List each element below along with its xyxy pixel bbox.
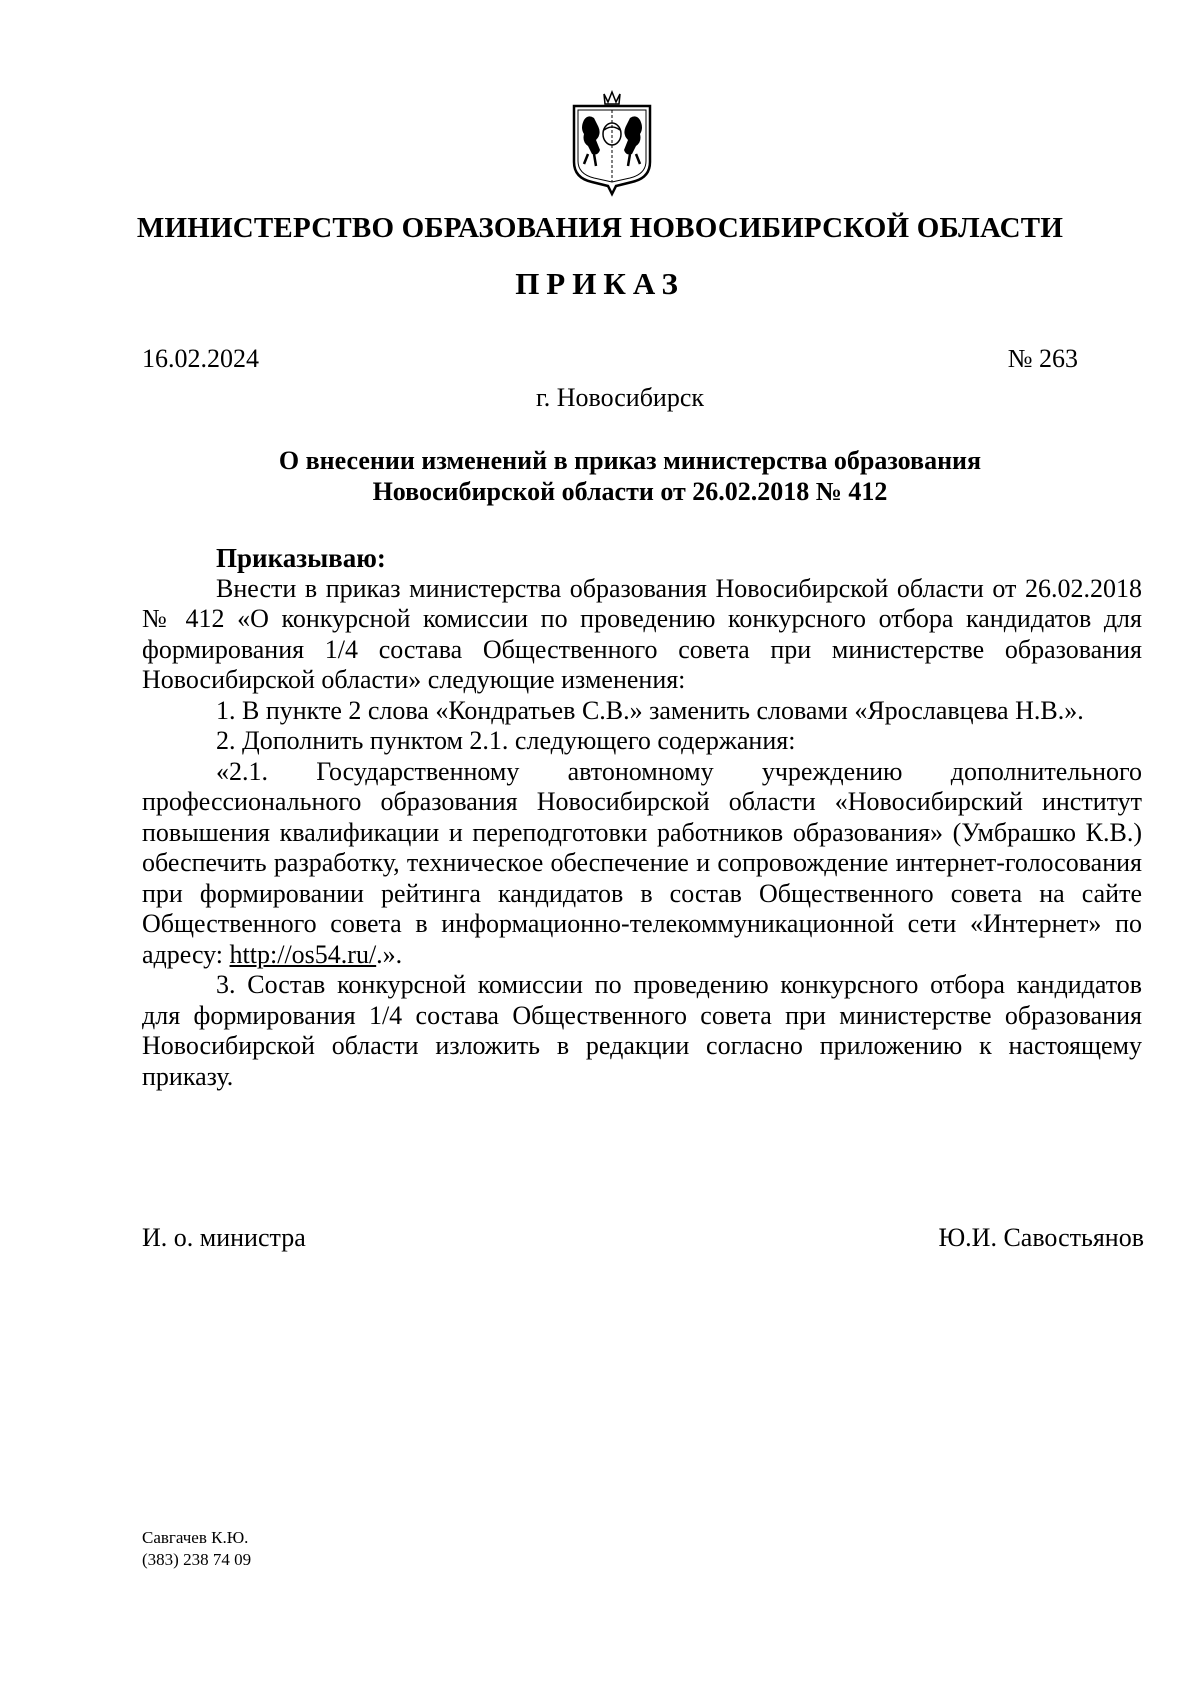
item-2-tail: .». — [376, 939, 403, 969]
paragraph-item-1: 1. В пункте 2 слова «Кондратьев С.В.» заменить словами «Ярославцева Н.В.». — [216, 695, 1084, 725]
document-city: г. Новосибирск — [535, 383, 705, 412]
signatory-name: Ю.И. Савостьянов — [938, 1223, 1144, 1252]
ministry-name: МИНИСТЕРСТВО ОБРАЗОВАНИЯ НОВОСИБИРСКОЙ ОБЛАСТИ — [136, 212, 1064, 244]
document-type: ПРИКАЗ — [515, 266, 685, 301]
paragraph-item-3: 3. Состав конкурсной комиссии по проведению конкурсного отбора кандидатов для формирования 1/4 состава Общественного совета при министерстве образования Новосибирской области изложить в редакции согласно приложению к настоящему приказу. — [142, 970, 1142, 1091]
title-line-1: О внесении изменений в приказ министерства образования — [278, 446, 982, 475]
coat-of-arms-icon — [570, 90, 654, 198]
document-body — [142, 543, 1142, 1092]
item-2-text: «2.1. Государственному автономному учреждению дополнительного профессионального образования Новосибирской области «Новосибирский институт повышения квалификации и переподготовки работников образования» (Умбрашко К.В.) обеспечить разработку, техническое обеспечение и сопровождение интернет-голосования при формировании рейтинга кандидатов в состав Общественного совета на сайте Общественного совета в информационно-телекоммуникационной сети «Интернет» по адресу: — [142, 756, 1142, 969]
order-word: Приказываю: — [216, 543, 386, 573]
executor-name: Савгачев К.Ю. — [142, 1528, 249, 1547]
executor-phone: (383) 238 74 09 — [142, 1550, 252, 1569]
signatory-role: И. о. министра — [142, 1223, 306, 1252]
executor-block — [142, 1527, 251, 1571]
paragraph-intro: Внести в приказ министерства образования Новосибирской области от 26.02.2018 № 412 «О конкурсной комиссии по проведению конкурсного отбора кандидатов для формирования 1/4 состава Общественного совета при министерстве образования Новосибирской области» следующие изменения: — [142, 573, 1142, 694]
paragraph-item-2: 2. Дополнить пунктом 2.1. следующего содержания: — [216, 726, 796, 755]
site-link[interactable]: http://os54.ru/ — [229, 939, 377, 969]
paragraph-item-2-text — [142, 757, 1142, 971]
document-date: 16.02.2024 — [142, 344, 259, 373]
title-line-2: Новосибирской области от 26.02.2018 № 412 — [372, 477, 888, 506]
document-title — [0, 445, 1200, 507]
document-number: № 263 — [1007, 344, 1078, 373]
